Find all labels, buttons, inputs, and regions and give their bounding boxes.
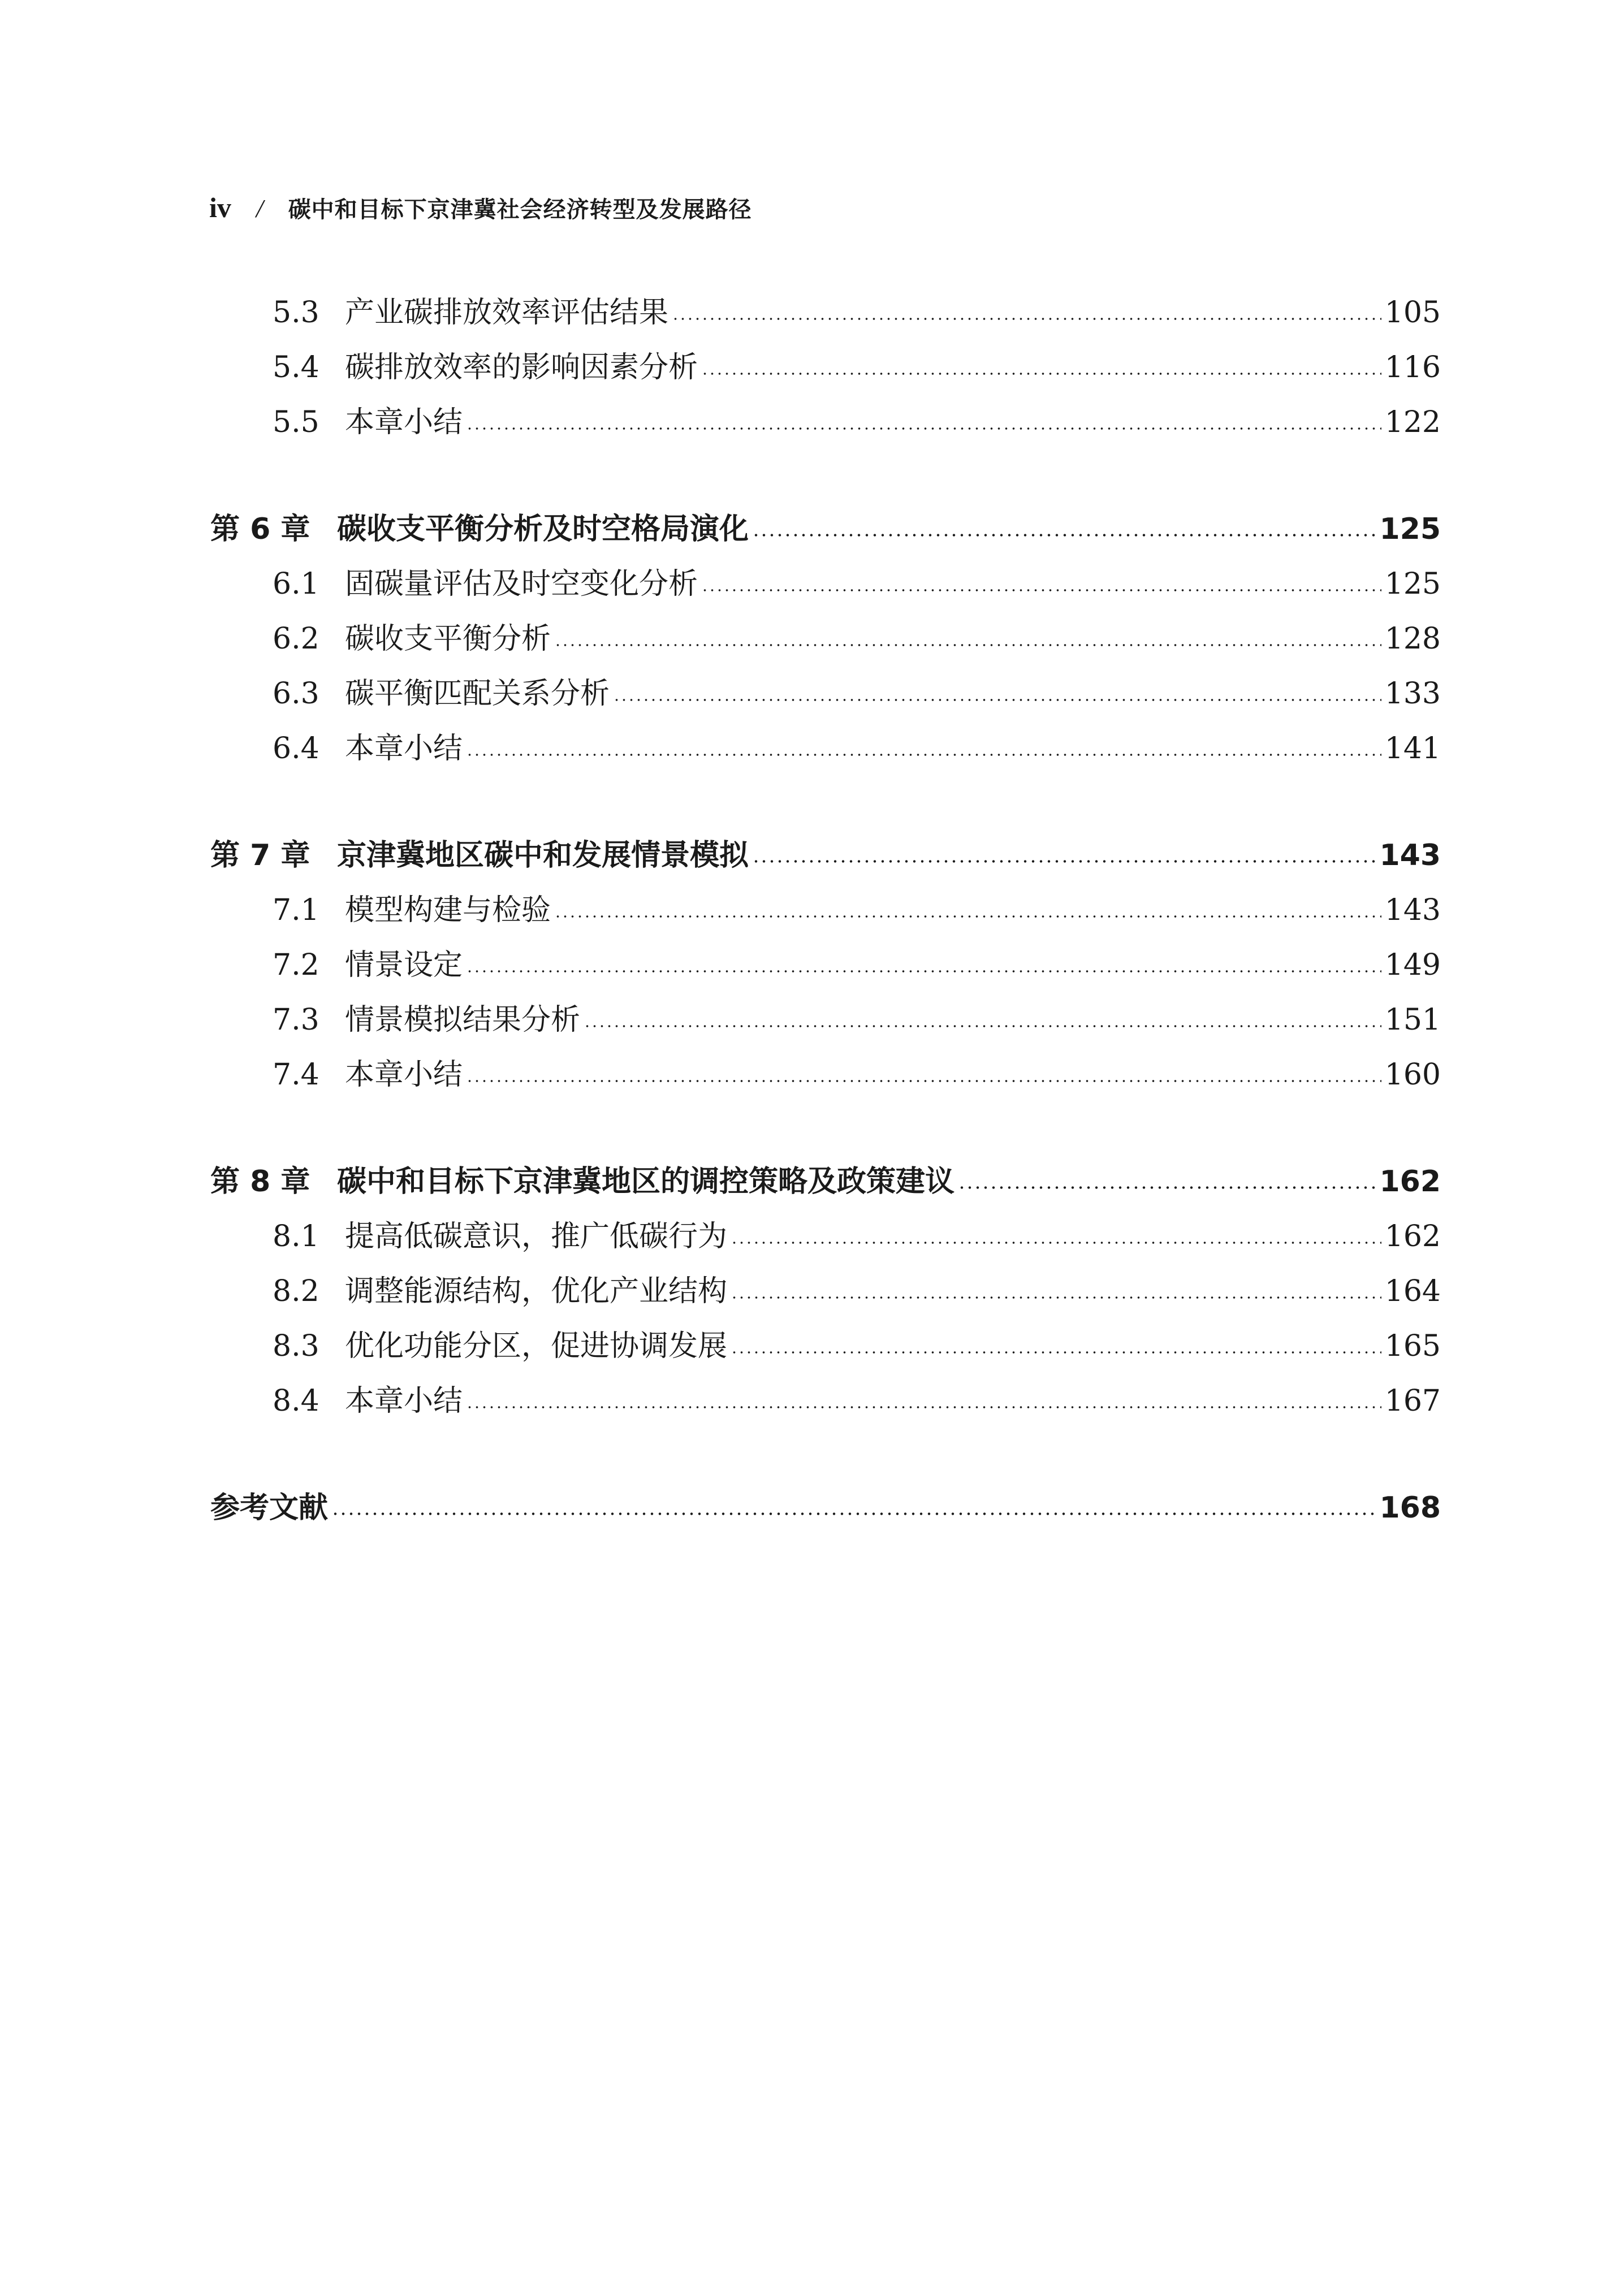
section-number: 6.3 — [273, 677, 319, 711]
section-page-number: 167 — [1384, 1384, 1441, 1418]
section-title: 产业碳排放效率评估结果 — [345, 296, 669, 330]
toc-section-row[interactable] — [210, 398, 1441, 453]
dot-leader — [331, 1512, 1376, 1515]
chapter-number: 第 8 章 — [210, 1165, 310, 1199]
section-number: 5.3 — [273, 296, 319, 330]
dot-leader — [613, 699, 1381, 701]
chapter-page-number: 125 — [1379, 512, 1441, 546]
section-number: 8.4 — [273, 1384, 319, 1418]
section-page-number: 133 — [1384, 677, 1441, 711]
header-separator: / — [256, 194, 264, 223]
toc-section-row[interactable] — [210, 669, 1441, 724]
toc-group-chapter-8 — [210, 1157, 1441, 1432]
dot-leader — [466, 1406, 1381, 1408]
chapter-page-number: 143 — [1379, 838, 1441, 872]
section-number: 7.3 — [273, 1003, 319, 1037]
toc-section-row[interactable] — [210, 343, 1441, 398]
section-page-number: 164 — [1384, 1274, 1441, 1308]
toc-section-row[interactable] — [210, 1322, 1441, 1377]
chapter-title: 碳收支平衡分析及时空格局演化 — [337, 512, 749, 546]
section-page-number: 128 — [1384, 622, 1441, 656]
toc-section-row[interactable] — [210, 288, 1441, 343]
toc-section-row[interactable] — [210, 1267, 1441, 1322]
chapter-number: 第 7 章 — [210, 838, 310, 872]
dot-leader — [466, 754, 1381, 756]
dot-leader — [731, 1242, 1381, 1244]
toc-chapter-row[interactable] — [210, 1157, 1441, 1212]
toc-chapter-row[interactable] — [210, 505, 1441, 560]
section-page-number: 125 — [1384, 567, 1441, 601]
section-number: 7.4 — [273, 1058, 319, 1092]
toc-group-references — [210, 1484, 1441, 1538]
section-title: 本章小结 — [345, 732, 463, 766]
section-page-number: 105 — [1384, 296, 1441, 330]
dot-leader — [466, 427, 1381, 430]
dot-leader — [701, 373, 1381, 375]
section-number: 6.2 — [273, 622, 319, 656]
toc-section-row[interactable] — [210, 941, 1441, 996]
dot-leader — [466, 1080, 1381, 1082]
dot-leader — [554, 644, 1381, 646]
dot-leader — [752, 534, 1376, 537]
section-page-number: 165 — [1384, 1329, 1441, 1363]
toc-chapter-row[interactable] — [210, 831, 1441, 886]
section-title: 调整能源结构，优化产业结构 — [345, 1274, 728, 1308]
section-page-number: 162 — [1384, 1220, 1441, 1253]
section-number: 5.5 — [273, 405, 319, 439]
book-title: 碳中和目标下京津冀社会经济转型及发展路径 — [288, 197, 752, 222]
section-number: 8.2 — [273, 1274, 319, 1308]
section-title: 本章小结 — [345, 1384, 463, 1418]
chapter-title: 碳中和目标下京津冀地区的调控策略及政策建议 — [337, 1165, 955, 1199]
toc-section-row[interactable] — [210, 996, 1441, 1050]
toc-references-row[interactable] — [210, 1484, 1441, 1538]
chapter-number: 第 6 章 — [210, 512, 310, 546]
toc-section-row[interactable] — [210, 560, 1441, 615]
toc-section-row[interactable] — [210, 886, 1441, 941]
toc-section-row[interactable] — [210, 1377, 1441, 1432]
section-page-number: 160 — [1384, 1058, 1441, 1092]
section-title: 情景模拟结果分析 — [345, 1003, 581, 1037]
toc-group-chapter-7 — [210, 831, 1441, 1105]
section-title: 提高低碳意识，推广低碳行为 — [345, 1220, 728, 1253]
dot-leader — [752, 860, 1376, 863]
table-of-contents — [210, 288, 1441, 1590]
section-number: 6.1 — [273, 567, 319, 601]
chapter-page-number: 162 — [1379, 1165, 1441, 1199]
running-header — [209, 191, 752, 224]
section-number: 5.4 — [273, 351, 319, 384]
section-page-number: 143 — [1384, 893, 1441, 927]
section-title: 情景设定 — [345, 948, 463, 982]
dot-leader — [701, 589, 1381, 591]
section-title: 固碳量评估及时空变化分析 — [345, 567, 698, 601]
section-number: 8.1 — [273, 1220, 319, 1253]
section-title: 优化功能分区，促进协调发展 — [345, 1329, 728, 1363]
section-page-number: 151 — [1384, 1003, 1441, 1037]
section-number: 6.4 — [273, 732, 319, 766]
dot-leader — [958, 1186, 1376, 1189]
dot-leader — [731, 1351, 1381, 1354]
page-number: iv — [209, 192, 231, 223]
dot-leader — [584, 1025, 1381, 1027]
section-title: 本章小结 — [345, 405, 463, 439]
section-number: 7.2 — [273, 948, 319, 982]
toc-group-chapter-5 — [210, 288, 1441, 453]
section-title: 碳收支平衡分析 — [345, 622, 551, 656]
toc-section-row[interactable] — [210, 724, 1441, 779]
section-number: 8.3 — [273, 1329, 319, 1363]
section-title: 模型构建与检验 — [345, 893, 551, 927]
toc-section-row[interactable] — [210, 1212, 1441, 1267]
dot-leader — [466, 970, 1381, 972]
section-title: 碳排放效率的影响因素分析 — [345, 351, 698, 384]
toc-group-chapter-6 — [210, 505, 1441, 779]
dot-leader — [731, 1296, 1381, 1299]
chapter-title: 京津冀地区碳中和发展情景模拟 — [337, 838, 749, 872]
dot-leader — [672, 318, 1381, 320]
references-title: 参考文献 — [210, 1491, 329, 1525]
section-title: 本章小结 — [345, 1058, 463, 1092]
section-title: 碳平衡匹配关系分析 — [345, 677, 610, 711]
section-page-number: 149 — [1384, 948, 1441, 982]
toc-section-row[interactable] — [210, 1050, 1441, 1105]
references-page-number: 168 — [1379, 1491, 1441, 1525]
toc-section-row[interactable] — [210, 615, 1441, 669]
section-page-number: 122 — [1384, 405, 1441, 439]
section-page-number: 141 — [1384, 732, 1441, 766]
section-number: 7.1 — [273, 893, 319, 927]
section-page-number: 116 — [1384, 351, 1441, 384]
dot-leader — [554, 915, 1381, 918]
